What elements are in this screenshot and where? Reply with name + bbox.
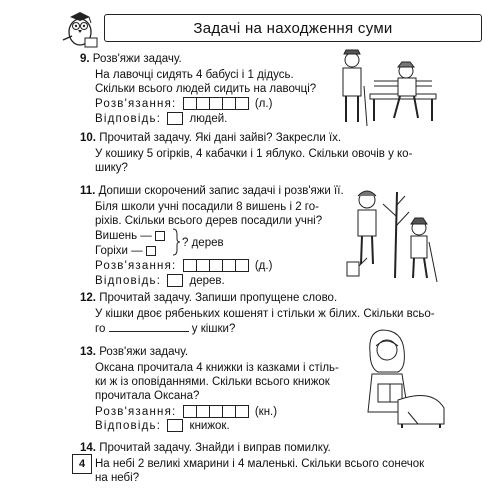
task-10-line-2: шику? [95,162,128,174]
instruction-text: Допиши скорочений запис задачі і розв'яжи її. [98,185,344,197]
solution-label: Розв'язання: [95,406,177,418]
task-14-line-1: На небі 2 великі хмарини і 4 маленькі. Скільки всього сонечок [95,458,425,470]
bench-people-illustration [330,46,440,132]
instruction-text: Прочитай задачу. Запиши пропущене слово. [99,292,338,304]
task-13-answer [95,418,230,434]
task-13-line-2: ки ж із оповіданнями. Скільки всього книжок [95,376,330,388]
solution-label: Розв'язання: [95,260,177,272]
task-14-instruction [80,440,331,456]
solution-unit: (кн.) [254,406,278,418]
answer-box[interactable] [167,274,183,287]
task-number: 13. [80,346,96,358]
missing-word-blank[interactable] [109,321,189,332]
task-12-line-2 [95,321,235,337]
task-number: 9. [80,53,90,65]
solution-unit: (л.) [254,98,273,110]
task-number: 12. [80,292,96,304]
answer-label: Відповідь: [95,420,162,432]
brace-label: ? дерев [182,237,224,249]
instruction-text: Розв'яжи задачу. [99,346,189,358]
task-12-line-1: У кішки двоє рябеньких кошенят і стільки ж білих. Скільки всьо- [95,308,435,320]
answer-box[interactable] [167,419,183,432]
task-9-answer [95,111,227,127]
task-10-instruction [80,130,341,146]
task-number: 11. [80,185,96,197]
short-record-nuts: Горіхи — [95,245,143,257]
task-11-answer [95,273,225,289]
line-start: го [95,323,106,335]
line-end: у кішки? [191,323,236,335]
answer-unit: книжок. [189,420,230,432]
solution-cells[interactable] [183,97,249,110]
task-9-solution [95,96,272,112]
task-number: 14. [80,442,96,454]
task-number: 10. [80,132,96,144]
task-11-line-2: ріхів. Скільки всього дерев посадили учні? [95,215,323,227]
brace-icon [172,228,180,256]
solution-unit: (д.) [254,260,273,272]
task-11-instruction [80,183,344,199]
answer-label: Відповідь: [95,275,162,287]
task-11-line-1: Біля школи учні посадили 8 вишень і 2 го- [95,201,319,213]
children-planting-illustration [345,186,440,286]
task-14-line-2: на небі? [95,472,140,484]
answer-unit: дерев. [189,275,225,287]
task-13-line-3: прочитала Оксана? [95,390,200,402]
owl-teacher-logo [58,6,102,50]
task-9-line-1: На лавочці сидять 4 бабусі і 1 дідусь. [95,69,294,81]
solution-cells[interactable] [183,259,249,272]
short-record-row-2 [95,243,156,259]
task-10-line-1: У кошику 5 огірків, 4 кабачки і 1 яблуко. Скільки овочів у ко- [95,148,413,160]
task-9-line-2: Скільки всього людей сидить на лавочці? [95,83,317,95]
girl-reading-illustration [358,328,448,428]
instruction-text: Розв'яжи задачу. [92,53,182,65]
instruction-text: Прочитай задачу. Які дані зайві? Закресли їх. [99,132,342,144]
solution-label: Розв'язання: [95,98,177,110]
short-record-row-1 [95,228,165,244]
instruction-text: Прочитай задачу. Знайди і виправ помилку. [99,442,331,454]
short-record-cherries: Вишень — [95,230,152,242]
answer-label: Відповідь: [95,113,162,125]
answer-unit: людей. [189,113,228,125]
solution-cells[interactable] [183,405,249,418]
task-13-instruction [80,344,188,360]
page-number: 4 [72,454,92,474]
task-12-instruction [80,290,337,306]
short-record-box[interactable] [155,231,165,241]
task-11-solution [95,258,272,274]
page-title: Задачі на находження суми [104,14,482,42]
task-9-instruction [80,51,182,67]
task-13-line-1: Оксана прочитала 4 книжки із казками і стіль- [95,362,339,374]
answer-box[interactable] [167,112,183,125]
short-record-box[interactable] [146,246,156,256]
